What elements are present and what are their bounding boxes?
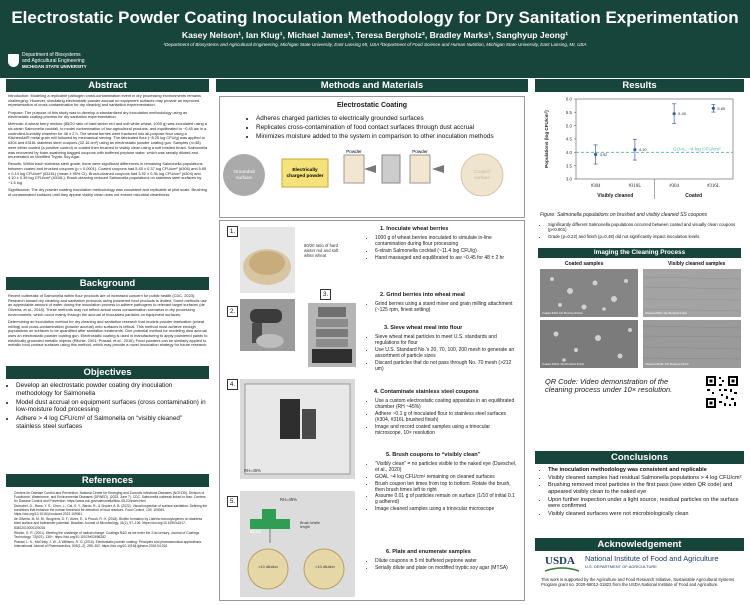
micrograph-coated-304 — [540, 269, 638, 317]
grounded-label-2: surface — [236, 176, 252, 181]
bristle-note: Brush bristle length — [300, 521, 320, 529]
particles-texture — [540, 320, 638, 368]
coated-label-2: surface — [474, 176, 490, 181]
poster-authors: Kasey Nelson¹, Ian Klug¹, Michael James¹, Teresa Bergholz², Bradley Marks¹, Sanghyup Jeong¹ — [181, 30, 569, 40]
abstract-text — [8, 94, 208, 270]
step-4-list — [368, 398, 518, 436]
coating-chamber-photo — [240, 379, 355, 479]
qr-code-icon[interactable] — [705, 375, 739, 409]
step-6-list — [368, 558, 518, 572]
objectives-heading: Objectives — [6, 366, 209, 379]
powder-label-2: Powder — [412, 149, 428, 154]
chart-caption: Figure: Salmonella populations on brushed and visibly cleaned SS coupons — [540, 212, 708, 218]
grain-mill-photo — [240, 299, 295, 351]
step-number-1: 1. — [227, 226, 238, 237]
grounded-surface-disc — [223, 154, 265, 196]
step-number-2: 2. — [227, 306, 238, 317]
objective-item: • Model dust accrual on equipment surfaces (cross contamination) in low-moisture food processing — [16, 399, 208, 414]
micro-label: Cleaned #304 10x Brushed Finish — [645, 311, 688, 315]
micrograph-coated-316l — [540, 320, 638, 368]
arrow-icon — [364, 165, 376, 173]
background-text — [8, 294, 208, 358]
objective-item: • Develop an electrostatic powder coating dry inoculation methodology for Salmonella — [16, 382, 208, 397]
step-1-item: • Hand massaged and equilibrated to aw ~0.45 for 48 ± 2 hr — [375, 255, 518, 261]
sieve-photo — [308, 303, 356, 367]
abstract-significance: Significance: The dry powder coating inoculation methodology was consistent and replicable at pilot scale. Brushing of contaminated surfaces until they appear visibly clean does not ensure microbial cleanliness. — [8, 187, 207, 197]
electrostatic-box — [219, 96, 525, 218]
step-1-item: • 6-strain Salmonella cocktail (~11.4 log CFU/g) — [375, 248, 518, 254]
electro-item: • Replicates cross-contamination of food contact surfaces through dust accrual — [256, 124, 518, 132]
logo-line-2: and Agricultural Engineering — [22, 58, 85, 64]
coated-surface-disc — [461, 154, 503, 196]
electro-item: • Minimizes moisture added to the system in comparison to other inoculation methods — [256, 133, 518, 141]
x-tick-label: #316L — [707, 184, 720, 189]
particles-texture — [540, 269, 638, 317]
electrostatic-diagram — [220, 145, 524, 215]
clean-samples-label: Visibly cleaned samples — [668, 261, 726, 267]
brush-plates-icon — [240, 491, 355, 597]
y-tick-label: 6.0 — [565, 96, 572, 102]
results-bullet: • Grade (p=0.22) and finish (p=0.48) did not significantly impact inoculation levels — [548, 234, 744, 239]
grounded-plate-icon — [382, 155, 400, 183]
spartan-helmet-icon — [8, 54, 19, 67]
step-4-title: 4. Contaminate stainless steel coupons — [374, 389, 479, 395]
micrograph-clean-316l — [643, 320, 741, 368]
wheat-icon — [240, 227, 295, 293]
plot-frame — [576, 99, 733, 179]
step-4-item: • Adhere ~0.1 g of inoculated flour to stainless steel surfaces (#304, #316L brushed finish) — [375, 411, 518, 423]
procedure-box — [219, 220, 525, 601]
acknowledgement-heading: Acknowledgement — [535, 538, 744, 551]
powder-box-2 — [410, 155, 430, 183]
abstract-intro: Introduction: Modeling a replicable pathogen cross-contamination event in dry processing environments remains challenging. However, simulating electrostatic powder accrual on equipment surfaces may provide an improved representation of cross contamination for dry cleaning and sanitation experimentation. — [8, 94, 201, 108]
electrostatic-list — [248, 115, 518, 142]
dilution-label-2: ×10 dilution — [315, 565, 335, 569]
step-5-item: • Image cleaned samples using a trinocular microscope — [375, 506, 518, 512]
msu-logo — [8, 52, 98, 74]
step-1-title: 1. Inoculate wheat berries — [380, 226, 449, 232]
step-5-item: • Brush coupon ten times from top to bottom. Rotate the brush, then brush times left to right — [375, 481, 518, 493]
step-3-item: • Discard particles that do not pass through No. 70 mesh (>212 um) — [375, 360, 518, 372]
nifa-name: National Institute of Food and Agriculture — [585, 554, 719, 563]
step-6-title: 6. Plate and enumerate samples — [386, 549, 471, 555]
step-5-item: • Assume 0.01 g of particles remain on surface (1/10 of initial 0.1 g adhered) — [375, 493, 518, 505]
step-1-list — [368, 235, 518, 261]
poster-header — [0, 0, 750, 78]
x-tick-label: #304 — [590, 184, 601, 189]
step-3-item: • Sieve wheat meal particles to meet U.S. standards and regulations for flour — [375, 334, 518, 346]
conclusion-item: • Brushing removed most particles in the first pass (see video QR code) and appeared visibly clean to the naked eye — [548, 482, 744, 495]
charged-label-2: charged powder — [286, 174, 324, 179]
results-bullet: • Significantly different Salmonella populations occurred between coated and visually clean coupons (p<0.001) — [548, 222, 744, 232]
data-label: 5.45 — [678, 111, 686, 117]
coated-label-1: Coated — [474, 170, 490, 175]
powder-label-1: Powder — [346, 149, 362, 154]
nifa-sub: U.S. DEPARTMENT OF AGRICULTURE — [585, 564, 657, 569]
step-2-title: 2. Grind berries into wheat meal — [380, 292, 465, 298]
charged-label-1: Electrically — [292, 168, 318, 173]
step-5-item: • GOAL ~4 log CFU/cm² remaining on cleaned surfaces — [375, 474, 518, 480]
usda-wordmark: USDA — [545, 555, 575, 567]
step-4-item: • Use a custom electrostatic coating apparatus in an equilibrated chamber (RH ~45%) — [375, 398, 518, 410]
data-label: 4.10 — [638, 147, 647, 153]
conclusion-item: • The inoculation methodology was consistent and replicable — [548, 467, 744, 473]
reference-item: • Prasad, L. K., McGinity, J. W., & Williams, R. O. (2016). Electrostatic powder coating: Principles and pharmaceutical applications. International Journal of Pharmaceutics, 505(1–2), 289–302. https://doi.org/10.1016/j.ijpharm.2016.04.016 — [14, 540, 208, 548]
references-heading: References — [6, 474, 209, 487]
x-tick-label: #304 — [669, 184, 679, 189]
goal-label: GOAL: ~4 log CFU/cm² — [673, 146, 721, 152]
step-6-item: • Dilute coupons in 5 ml buffered peptone water — [375, 558, 518, 564]
step-5-item: • “Visibly clean” = no particles visible to the naked eye (Dueschel, et al., 2020) — [375, 461, 518, 473]
conclusion-item: • Visibly cleaned surfaces were not microbiologically clean — [548, 511, 744, 517]
references-list — [8, 491, 208, 601]
logo-line-3: MICHIGAN STATE UNIVERSITY — [22, 64, 87, 69]
background-p2: Determining an inoculation method for dry cleaning and sanitation research that models powder fabrication (wheat milling) and cross-contamination (powder accrual) onto surfaces is critical. This method must achieve enough populations on surfaces to be quantified after sanitation treatments. One potential method for modeling dust accrual uses an electrostatic powder coating gun. Electrostatic coating is used in manufacturing to apply powdered paints to electrically grounded metallic objects (Ritchie, 2001; Prasad, et al., 2016). Food powders can be similarly applied to metallic food contact surfaces using this method, which may provide a novel inoculation strategy for future research. — [8, 318, 208, 348]
charged-powder-box — [282, 159, 328, 187]
step-6-item: • Serially dilute and plate on modified tryptic soy agar (MTSA) — [375, 565, 518, 571]
reference-item: • de Oliveira, M. M. M., Brugnera, D. F., Alves, E., & Piccoli, R. H. (2018). Biofilm formation by Listeria monocytogenes on stainless steel surface and biotransfer potential. Brazilian Journal of Microbiology, 41(1), 97–106. https://doi.org/10.1590/s1517-83822010000100016 — [14, 517, 208, 529]
group-label: Coated — [685, 193, 703, 199]
reference-item: • Dueschel, D., Rana, Y. S., Chen, L., Cai, S. Y., Bardo, R., & Snyder, A. B. (2022). Visual inspection of surface sanitation: Defining the conditions that enhance the human threshold for detection of food residues. Food Control, 139, 109061. https://doi.org/10.1016/j.foodcont.2022.109061 — [14, 504, 208, 516]
grounded-label-1: Grounded — [233, 170, 255, 175]
data-point — [633, 148, 636, 151]
abstract-methods: Methods: A wheat berry mixture (85/20 ratio of hard winter red and soft white wheat, 1000 g) was inoculated using a six-strain Salmonella cocktail, to model contamination of low agricultural products, and equilibrated to ~0.45 aw in a controlled-humidity chamber for 48 ± 2 h. The wheat berries were fractured into all-purpose flour using a KitchenAid® metal grain mill followed by mechanical sieving. The fabricated flour (~8.25 log CFU/g) was applied to #304 and #316L stainless steel coupons (32.16 cm²) using an electrostatic powder coating gun. Samples (n=48) were either coated (a positive control) or coated then brushed to visibly clean using a soft bristled brush. Salmonella was recovered by foam-swabbing bagged coupons with buffered peptone water, which was serially diluted and enumerated on Modified Tryptic Soy Agar. — [8, 121, 208, 160]
rh-label-3: RH=45% — [280, 497, 297, 502]
data-label: 5.65 — [717, 105, 726, 111]
dilution-label-1: ×10 dilution — [258, 565, 278, 569]
results-chart — [538, 93, 743, 211]
y-axis-label: Populations (log CFU/cm²) — [544, 110, 549, 168]
step-5-title: 5. Brush coupons to “visibly clean” — [386, 452, 481, 458]
step-number-4: 4. — [227, 379, 238, 390]
logo-line-1: Department of Biosystems — [22, 52, 81, 58]
conclusion-item: • Upon further inspection under a light source, residual particles on the surface were confirmed — [548, 497, 744, 510]
step-number-3: 3. — [320, 289, 331, 300]
step-2-list — [368, 301, 518, 314]
poster-title: Electrostatic Powder Coating Inoculation Methodology for Dry Sanitation Experimentation — [11, 8, 739, 27]
imaging-heading: Imaging the Cleaning Process — [538, 248, 741, 258]
data-point — [673, 112, 676, 115]
data-point — [712, 107, 715, 110]
poster-affiliations: ¹Department of Biosystems and Agricultural Engineering, Michigan State University, East Lansing MI, USA ²Department of Food Science and Human Nutrition, Michigan State University, East Lansing, MI, USA — [163, 42, 587, 47]
conclusion-item: • Visibly cleaned samples had residual Salmonella populations > 4 log CFU/cm² — [548, 475, 744, 481]
rh-label-2: RH=45% — [244, 468, 261, 473]
micro-label: Cleaned #316L 10x Brushed Finish — [645, 362, 689, 366]
step-3-title: 3. Sieve wheat meal into flour — [384, 325, 463, 331]
abstract-heading: Abstract — [6, 79, 209, 92]
micro-label: Coated #304 10x Brushed Finish — [542, 311, 583, 315]
results-bullets — [540, 222, 744, 241]
y-tick-label: 3.0 — [565, 176, 572, 182]
arrow-icon — [432, 165, 444, 173]
clean-texture — [643, 269, 741, 317]
background-p1: Recent outbreaks of Salmonella within flour products are of increased concern for public health (CDC, 2023). Research toward dry cleaning and sanitation protocols using powdered food products is limited. Some methods use an appreciable amount of water during the inoculation process to adhere pathogens to relevant target surfaces (de Oliveira, et al., 2018). These methods may not reflect actual cross contamination scenarios in dry processing environments, which occur mainly through the accrual of inoculated particles on equipment surfaces. — [8, 294, 207, 317]
electrostatic-title: Electrostatic Coating — [336, 102, 407, 109]
brush-label: Brush — [250, 529, 261, 534]
usda-swoosh-icon — [545, 567, 579, 572]
qr-caption: QR Code: Video demonstration of the cleaning process under 10× resolution. — [545, 377, 673, 395]
wheat-ratio-caption: 80/20 ratio of hard winter red and soft white wheat — [304, 243, 339, 258]
data-label: 3.92 — [599, 151, 608, 157]
objectives-list — [8, 382, 208, 432]
electro-item: • Adheres charged particles to electrically grounded surfaces — [256, 115, 518, 123]
micro-label: Coated #316L 10x Brushed Finish — [542, 362, 585, 366]
usda-logo — [545, 555, 585, 573]
y-tick-label: 4.5 — [565, 136, 572, 142]
rh-label-1: RH=45% — [323, 359, 340, 364]
micrograph-clean-304 — [643, 269, 741, 317]
step-3-item: • Use U.S. Standard No.’s 20, 70, 100, 200 mesh to generate an assortment of particle sizes — [375, 347, 518, 359]
coated-samples-label: Coated samples — [565, 261, 604, 267]
acknowledgement-text: This work is supported by the Agriculture and Food Research Initiative, Sustainable Agricultural Systems Program grant no. 2020-68012-31822 from the USDA National Institute of Food and Agriculture. — [541, 577, 735, 587]
methods-heading: Methods and Materials — [216, 79, 528, 92]
reference-item: • Centers for Disease Control and Prevention. National Center for Emerging and Zoonotic Infectious Diseases (NCEZID), Division of Foodborne, Waterborne, and Environmental Diseases (DFWED). (2023, June 7). CDC. Salmonella outbreak linked to flour. Centers for Disease Control and Prevention. https://www.cdc.gov/salmonella/flour-05-23/index.html — [14, 491, 208, 503]
chamber-icon — [240, 379, 355, 479]
step-number-5: 5. — [227, 496, 238, 507]
y-tick-label: 4.0 — [565, 149, 572, 155]
clean-texture — [643, 320, 741, 368]
results-heading: Results — [535, 79, 744, 92]
data-point — [594, 153, 597, 156]
step-5-list — [368, 461, 518, 513]
abstract-results: Results: Within each stainless steel grade, there were significant differences in remaining Salmonella populations between coated and brushed coupons (p < 0.0001). Coated coupons had 5.45 ± 0.37 log CFU/cm² (#304) and 5.65 ± 0.14 log CFU/cm² (#316L) (mean ± 95% CI). Brush-cleaned coupons had 3.92 ± 0.36 log CFU/cm² (#304) and 4.10 ± 0.39 log CFU/cm² (#316L). Brush-cleaning reduced Salmonella populations on stainless steel surfaces by ~1.5 log. — [8, 161, 207, 186]
step-3-list — [368, 334, 518, 372]
group-label: Visibly cleaned — [597, 193, 634, 199]
sieve-stack-icon — [308, 303, 356, 367]
step-4-item: • Image and record coated samples using a trinocular microscope, 10× resolution — [375, 424, 518, 436]
abstract-purpose: Purpose: The purpose of this study was to develop a standardized dry inoculation methodology using an electrostatic coating process for dry sanitation experimentation. — [8, 109, 188, 120]
objective-item: • Adhere > 4 log CFU/cm² of Salmonella on “visibly cleaned” stainless steel surfaces — [16, 415, 208, 430]
background-heading: Background — [6, 277, 209, 290]
y-tick-label: 5.0 — [565, 123, 572, 129]
wheat-berries-photo — [240, 227, 295, 293]
conclusions-list — [540, 467, 744, 518]
y-tick-label: 5.5 — [565, 109, 572, 115]
x-tick-label: #316L — [628, 184, 642, 189]
y-tick-label: 3.5 — [565, 163, 572, 169]
mixer-icon — [240, 299, 295, 351]
brush-and-plates-photo — [240, 491, 355, 597]
reference-item: • Ritchie, G. R. (2001). Meeting the challenge of radical change: Coatings R&D as we enter the 21st century. Journal of Coatings Technology, 73(921), 138+. https://doi.org/10.1007/bf02696282 — [14, 531, 208, 539]
step-1-item: • 1000 g of wheat berries inoculated to simulate in-line contamination during flour processing — [375, 235, 518, 247]
powder-box-1 — [344, 155, 364, 183]
conclusions-heading: Conclusions — [535, 451, 744, 464]
step-2-item: • Grind berries using a stand mixer and grain milling attachment (~125 rpm, finest setting) — [375, 301, 518, 313]
